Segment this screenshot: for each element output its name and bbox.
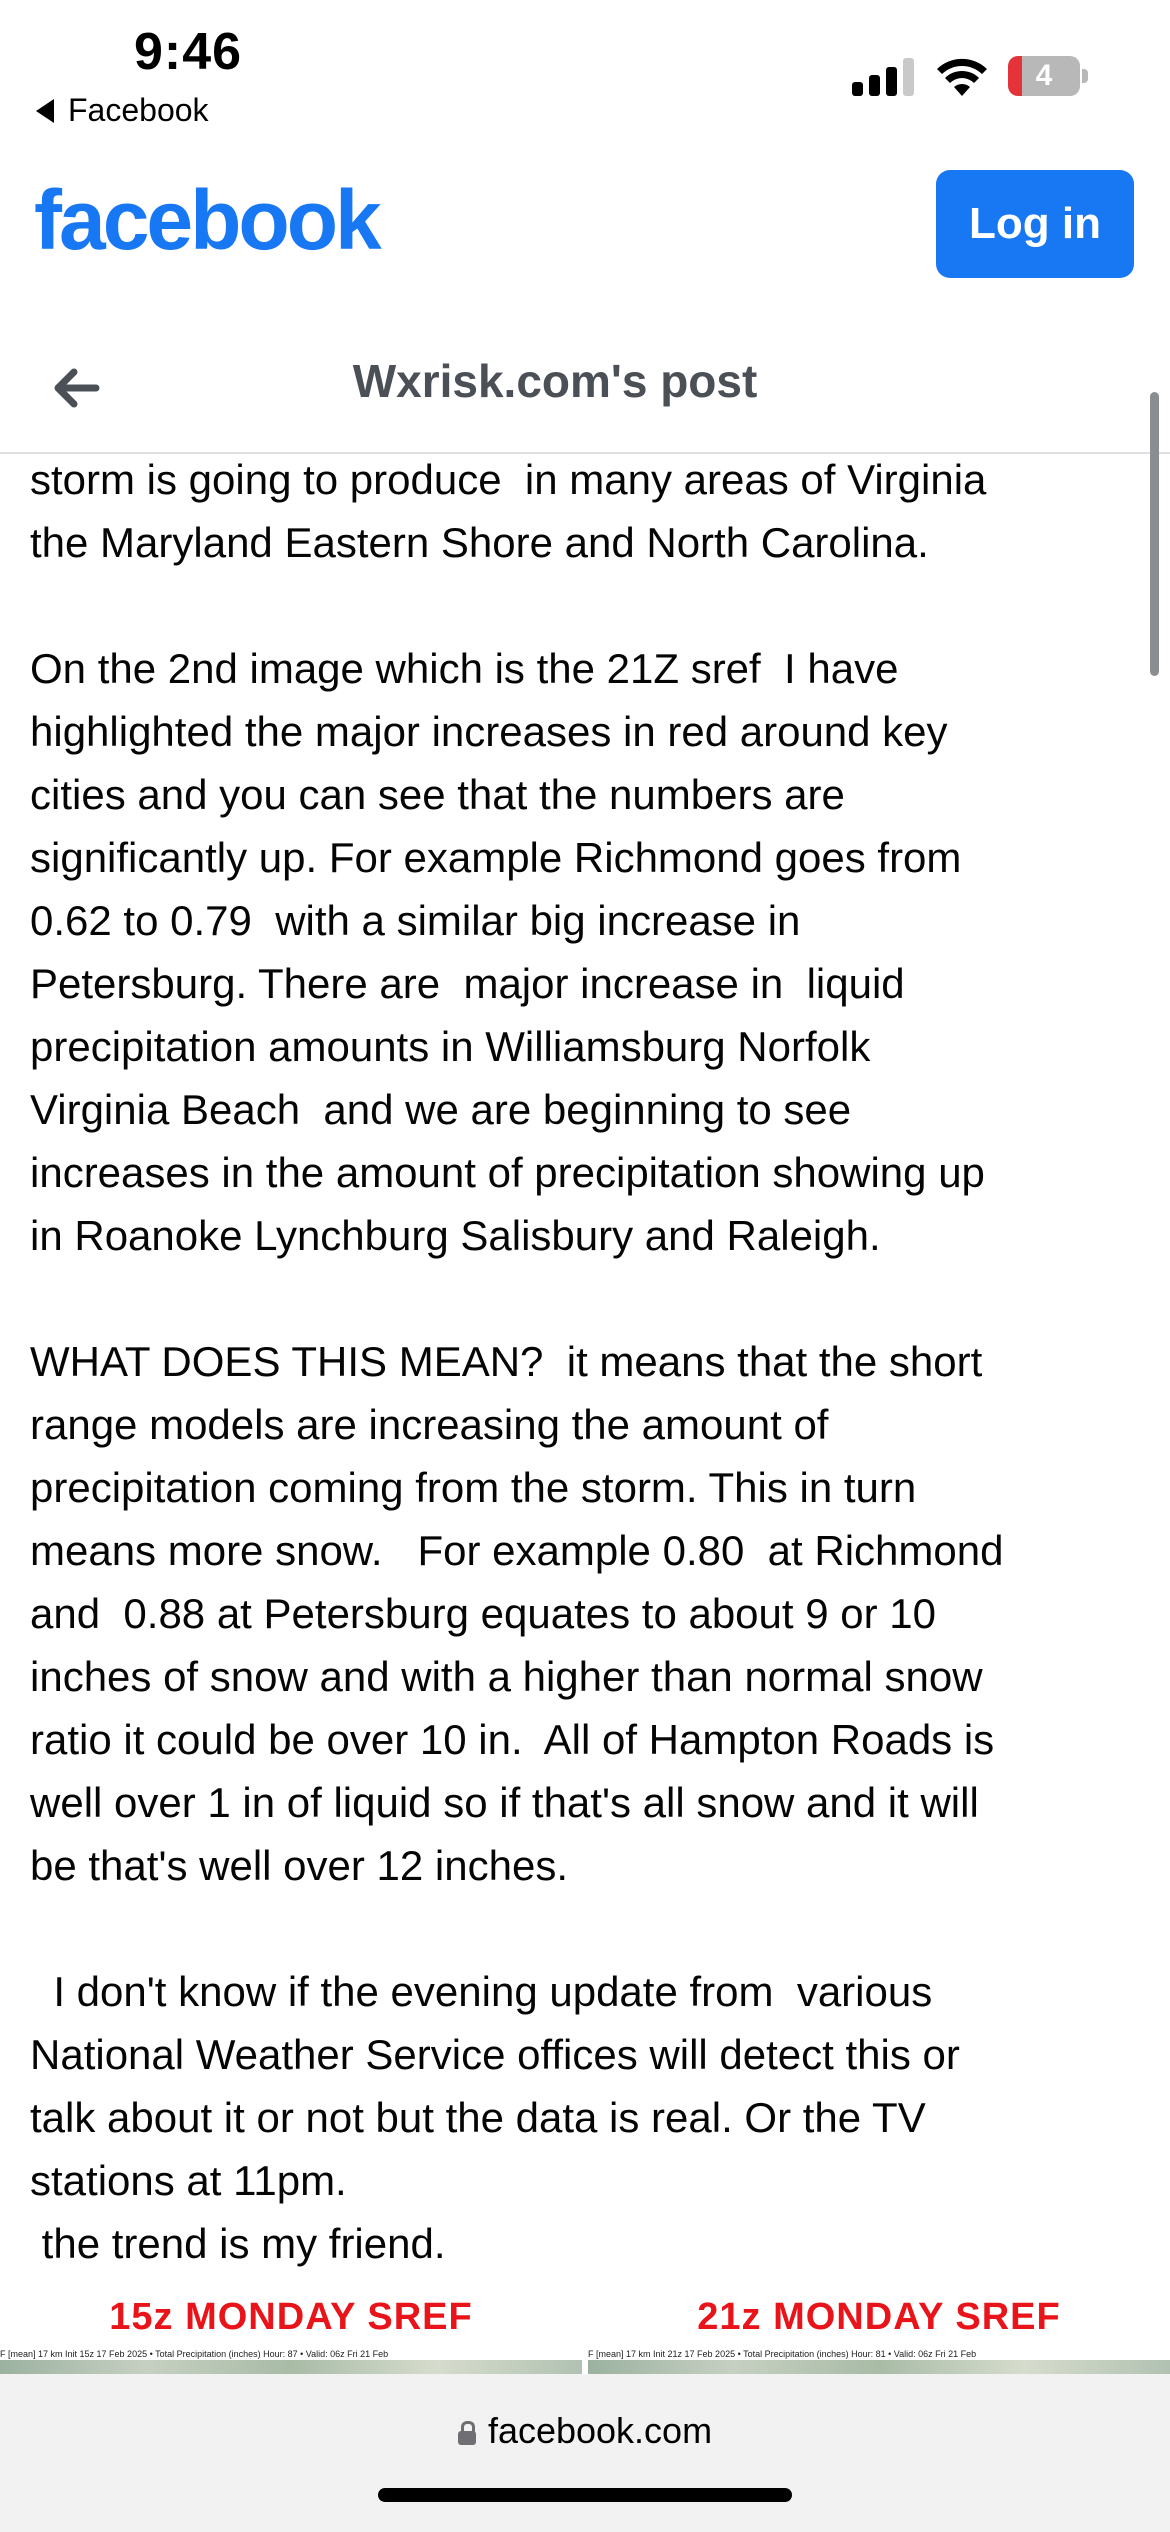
post-nav-bar [0,330,1170,454]
battery-level: 4 [1035,59,1053,92]
scrollbar[interactable] [1150,392,1159,676]
browser-address-bar[interactable] [0,2374,1170,2532]
back-app-label: Facebook [68,92,209,128]
login-button[interactable]: Log in [936,170,1134,278]
post-body [30,448,1150,2268]
url-display[interactable] [0,2410,1170,2452]
battery-icon [1008,56,1088,96]
wifi-icon [936,54,988,98]
url-text: facebook.com [487,2410,713,2451]
cellular-signal-icon [852,58,916,96]
image-title: 21z MONDAY SREF [697,2296,1061,2338]
home-indicator[interactable] [378,2488,792,2502]
clock: 9:46 [134,23,243,81]
post-title: Wxrisk.com's post [352,355,758,407]
image-title: 15z MONDAY SREF [109,2296,473,2338]
post-paragraph: storm is going to produce in many areas of Virginia the Maryland Eastern Shore and North Carolina. [30,456,987,566]
sref-image-15z[interactable] [0,2290,582,2374]
sref-image-21z[interactable] [588,2290,1170,2374]
map-preview [0,2360,582,2374]
post-paragraph: WHAT DOES THIS MEAN? it means that the short range models are increasing the amount of precipitation coming from the storm. This in turn means more snow. For example 0.80 at Richmond and 0.88 at Petersburg equates to about 9 or 10 inches of snow and with a higher than normal snow ratio it could be over 10 in. All of Hampton Roads is well over 1 in of liquid so if that's all snow and it will be that's well over 12 inches. [30,1338,1004,1889]
post-paragraph: I don't know if the evening update from various National Weather Service offices will detect this or talk about it or not but the data is real. Or the TV stations at 11pm. the trend is my friend. [30,1968,960,2267]
status-bar [0,0,1170,140]
post-images[interactable] [0,2290,1170,2374]
facebook-logo[interactable]: facebook [34,173,379,267]
back-triangle-icon [36,99,54,123]
map-preview [588,2360,1170,2374]
map-caption: F [mean] 17 km Init 15z 17 Feb 2025 • Total Precipitation (inches) Hour: 87 • Valid: 06z Fri 21 Feb [0,2349,389,2359]
back-to-app-button[interactable] [36,92,209,129]
post-paragraph: On the 2nd image which is the 21Z sref I have highlighted the major increases in red around key cities and you can see that the numbers are significantly up. For example Richmond goes from 0.62 to 0.79 with a similar big increase in Petersburg. There are major increase in liquid precipitation amounts in Williamsburg Norfolk Virginia Beach and we are beginning to see increases in the amount of precipitation showing up in Roanoke Lynchburg Salisbury and Raleigh. [30,645,985,1259]
map-caption: F [mean] 17 km Init 21z 17 Feb 2025 • Total Precipitation (inches) Hour: 81 • Valid: 06z Fri 21 Feb [588,2349,977,2359]
lock-icon [458,2421,476,2445]
